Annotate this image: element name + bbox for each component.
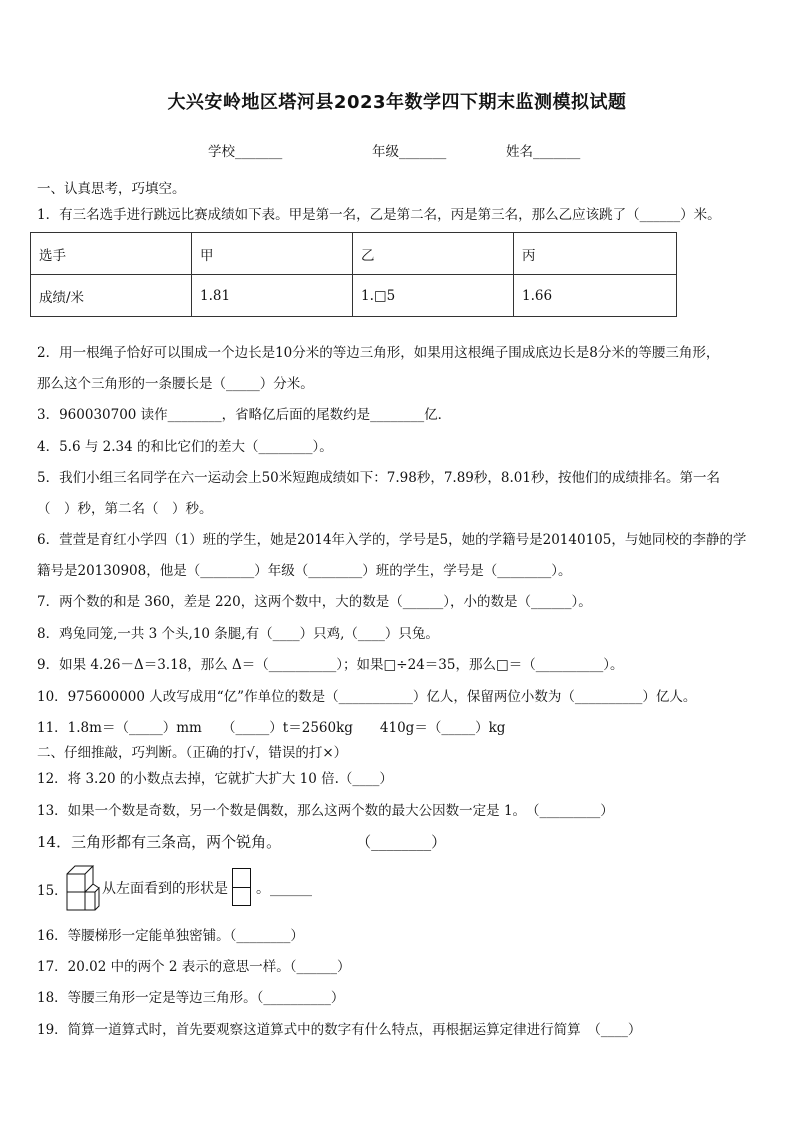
table-cell: 乙	[353, 233, 514, 275]
question-4: 4．5.6 与 2.34 的和比它们的差大（________）。	[37, 439, 333, 455]
table-cell: 1.66	[514, 275, 677, 317]
question-8: 8．鸡兔同笼,一共 3 个头,10 条腿,有（____）只鸡,（____）只兔。	[37, 626, 439, 642]
question-19: 19．简算一道算式时，首先要观察这道算式中的数字有什么特点，再根据运算定律进行简算 （____）	[37, 1022, 642, 1038]
question-5-line-1: 5．我们小组三名同学在六一运动会上50米短跑成绩如下：7.98秒，7.89秒，8.01秒，按他们的成绩排名。第一名	[37, 470, 720, 486]
question-2-line-2: 那么这个三角形的一条腰长是（_____）分米。	[37, 376, 314, 392]
table-cell: 丙	[514, 233, 677, 275]
table-row	[31, 233, 677, 275]
school-field: 学校_______	[208, 144, 283, 160]
question-17: 17．20.02 中的两个 2 表示的意思一样。（______）	[37, 959, 351, 975]
section-2-heading: 二、仔细推敲，巧判断。（正确的打√，错误的打×）	[37, 745, 348, 761]
question-6-line-2: 籍号是20130908，他是（________）年级（________）班的学生，学号是（________）。	[37, 563, 572, 579]
question-11: 11．1.8m＝（_____）mm （_____）t＝2560kg 410g＝（_____）kg	[37, 720, 506, 736]
table-cell: 成绩/米	[31, 275, 192, 317]
question-13: 13．如果一个数是奇数，另一个数是偶数，那么这两个数的最大公因数一定是 1。 （_________）	[37, 803, 614, 819]
stacked-cubes-figure	[66, 864, 100, 916]
question-15-number: 15．	[37, 883, 68, 899]
question-16: 16．等腰梯形一定能单独密铺。（________）	[37, 928, 304, 944]
grade-field: 年级_______	[372, 144, 447, 160]
side-view-shape	[232, 868, 251, 906]
score-table	[30, 232, 677, 317]
question-18: 18．等腰三角形一定是等边三角形。（__________）	[37, 990, 345, 1006]
table-row	[31, 275, 677, 317]
question-6-line-1: 6．萱萱是育红小学四（1）班的学生，她是2014年入学的，学号是5，她的学籍号是20140105，与她同校的李静的学	[37, 532, 747, 548]
question-9: 9．如果 4.26－Δ＝3.18，那么 Δ＝（__________）；如果□÷24＝35，那么□＝（__________）。	[37, 657, 624, 673]
table-cell: 甲	[192, 233, 353, 275]
question-3: 3．960030700 读作________，省略亿后面的尾数约是________亿．	[37, 407, 452, 423]
question-14: 14．三角形都有三条高，两个锐角。 （________）	[37, 833, 447, 851]
section-1-heading: 一、认真思考，巧填空。	[37, 181, 186, 197]
question-10: 10．975600000 人改写成用“亿”作单位的数是（___________）亿人，保留两位小数为（__________）亿人。	[37, 689, 697, 705]
question-1: 1．有三名选手进行跳远比赛成绩如下表。甲是第一名，乙是第二名，丙是第三名，那么乙应该跳了（______）米。	[37, 207, 721, 223]
question-15-answer-blank: 。______	[256, 881, 312, 897]
question-7: 7．两个数的和是 360，差是 220，这两个数中，大的数是（______），小的数是（______）。	[37, 594, 592, 610]
table-cell: 选手	[31, 233, 192, 275]
question-12: 12．将 3.20 的小数点去掉，它就扩大扩大 10 倍.（____）	[37, 771, 393, 787]
page-title: 大兴安岭地区塔河县2023年数学四下期末监测模拟试题	[167, 92, 627, 113]
question-5-line-2: （ ）秒，第二名（ ）秒。	[37, 501, 213, 517]
question-2-line-1: 2．用一根绳子恰好可以围成一个边长是10分米的等边三角形，如果用这根绳子围成底边长是8分米的等腰三角形，	[37, 345, 720, 361]
name-field: 姓名_______	[506, 144, 581, 160]
table-cell: 1.□5	[353, 275, 514, 317]
question-15-text: 从左面看到的形状是	[102, 881, 228, 897]
table-cell: 1.81	[192, 275, 353, 317]
